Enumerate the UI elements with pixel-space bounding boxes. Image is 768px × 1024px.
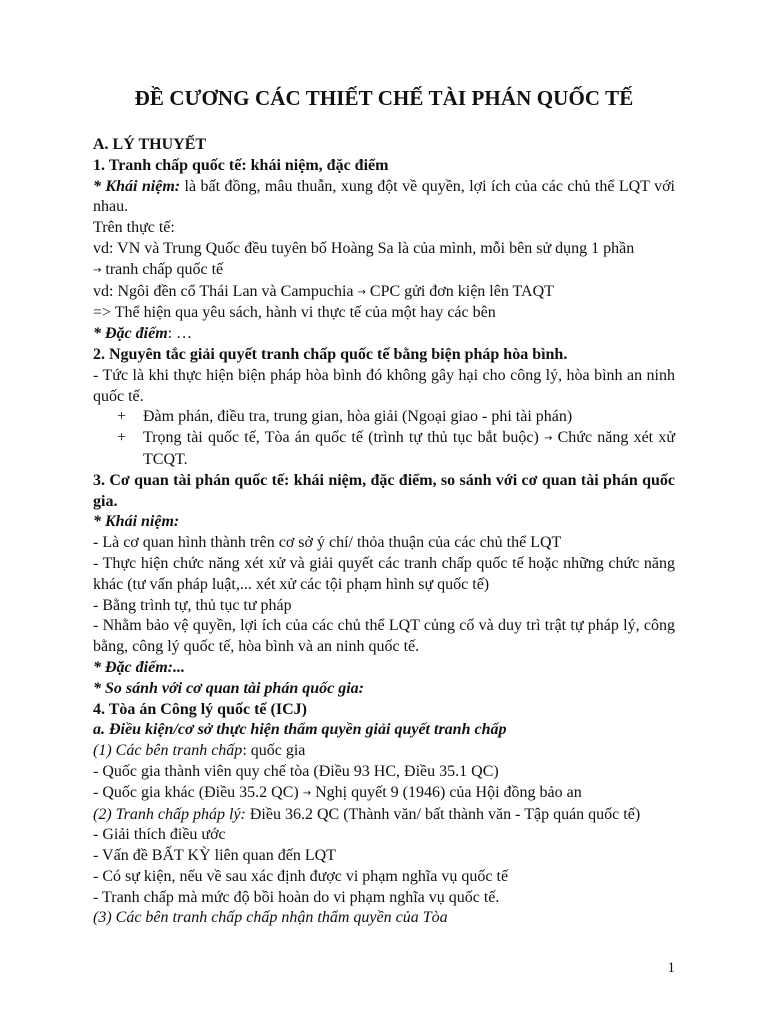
paragraph [93,741,675,762]
arrow-icon: → [302,787,312,799]
list-item-text: Đàm phán, điều tra, trung gian, hòa giải (Ngoại giao - phi tài phán) [143,408,573,426]
list-item [93,407,675,428]
text: Chức năng xét xử TCQT. [143,429,676,468]
subsection-heading: 2. Nguyên tắc giải quyết tranh chấp quốc tế bằng biện pháp hòa bình. [93,345,568,363]
paragraph [93,177,675,219]
sub-heading: a. Điều kiện/cơ sở thực hiện thẩm quyền giải quyết tranh chấp [93,721,507,739]
paragraph: => Thể hiện qua yêu sách, hành vi thực tế của một hay các bên [93,304,496,322]
arrow-icon: → [93,264,102,276]
subsection-heading: 1. Tranh chấp quốc tế: khái niệm, đặc điểm [93,156,389,174]
section-heading: A. LÝ THUYẾT [93,136,207,153]
paragraph [93,783,675,805]
text: vd: Ngôi đền cổ Thái Lan và Campuchia [93,282,358,300]
paragraph: - Tức là khi thực hiện biện pháp hòa bình đó không gây hại cho công lý, hòa bình an ninh quốc tế. [93,366,675,405]
label: * Khái niệm: [93,513,180,531]
list-item [93,428,675,471]
page-number: 1 [667,960,675,976]
paragraph: - Quốc gia thành viên quy chế tòa (Điều 93 HC, Điều 35.1 QC) [93,762,499,780]
document-title: ĐỀ CƯƠNG CÁC THIẾT CHẾ TÀI PHÁN QUỐC TẾ [134,86,634,110]
paragraph: - Là cơ quan hình thành trên cơ sở ý chí/ thỏa thuận của các chủ thể LQT [93,534,562,552]
paragraph: - Vấn đề BẤT KỲ liên quan đến LQT [93,847,336,865]
list-item-text [143,428,675,471]
text: là bất đồng, mâu thuẫn, xung đột về quyền, lợi ích của các chủ thể LQT với nhau. [93,177,676,216]
paragraph: - Thực hiện chức năng xét xử và giải quyết các tranh chấp quốc tế hoặc những chức năng khác (tư vấn pháp luật,... xét xử các tội phạm hình sự quốc tế) [93,554,675,593]
bullet-mark: + [117,429,127,447]
text: CPC gửi đơn kiện lên TAQT [365,282,554,300]
label: (1) Các bên tranh chấp [93,742,243,760]
text: Điều 36.2 QC (Thành văn/ bất thành văn - Tập quán quốc tế) [245,805,641,823]
label: (2) Tranh chấp pháp lý: [93,805,246,823]
paragraph: - Giải thích điều ước [93,826,226,844]
paragraph [93,324,675,345]
paragraph: - Tranh chấp mà mức độ bồi hoàn do vi phạm nghĩa vụ quốc tế. [93,888,500,906]
text: : quốc gia [242,742,306,760]
label: * Đặc điểm [93,325,168,343]
arrow-icon: → [357,286,366,298]
paragraph: Trên thực tế: [93,219,175,237]
text: : … [167,325,193,343]
label: * So sánh với cơ quan tài phán quốc gia: [93,679,364,697]
paragraph [93,260,675,282]
paragraph: - Bằng trình tự, thủ tục tư pháp [93,596,292,614]
arrow-icon: → [544,433,553,445]
text: tranh chấp quốc tế [101,260,224,278]
text: Nghị quyết 9 (1946) của Hội đồng bảo an [311,783,582,801]
document-body [93,135,675,929]
bullet-mark: + [117,408,127,426]
label: * Đặc điểm:... [93,658,185,676]
subsection-heading: 4. Tòa án Công lý quốc tế (ICJ) [93,700,307,718]
paragraph: - Nhằm bảo vệ quyền, lợi ích của các chủ thể LQT củng cố và duy trì trật tự pháp lý, công bằng, công lý quốc tế, hòa bình và an ninh quốc tế. [93,617,675,656]
text: Trọng tài quốc tế, Tòa án quốc tế (trình tự thủ tục bắt buộc) [143,429,545,447]
paragraph [93,805,675,826]
paragraph: - Có sự kiện, nếu về sau xác định được vi phạm nghĩa vụ quốc tế [93,867,509,885]
text: - Quốc gia khác (Điều 35.2 QC) [93,783,303,801]
subsection-heading: 3. Cơ quan tài phán quốc tế: khái niệm, đặc điểm, so sánh với cơ quan tài phán quốc gia. [93,471,675,510]
paragraph: vd: VN và Trung Quốc đều tuyên bố Hoàng Sa là của mình, mỗi bên sử dụng 1 phần [93,239,635,257]
paragraph: (3) Các bên tranh chấp chấp nhận thẩm quyền của Tòa [93,909,448,927]
label: * Khái niệm: [93,177,181,195]
paragraph [93,282,675,304]
